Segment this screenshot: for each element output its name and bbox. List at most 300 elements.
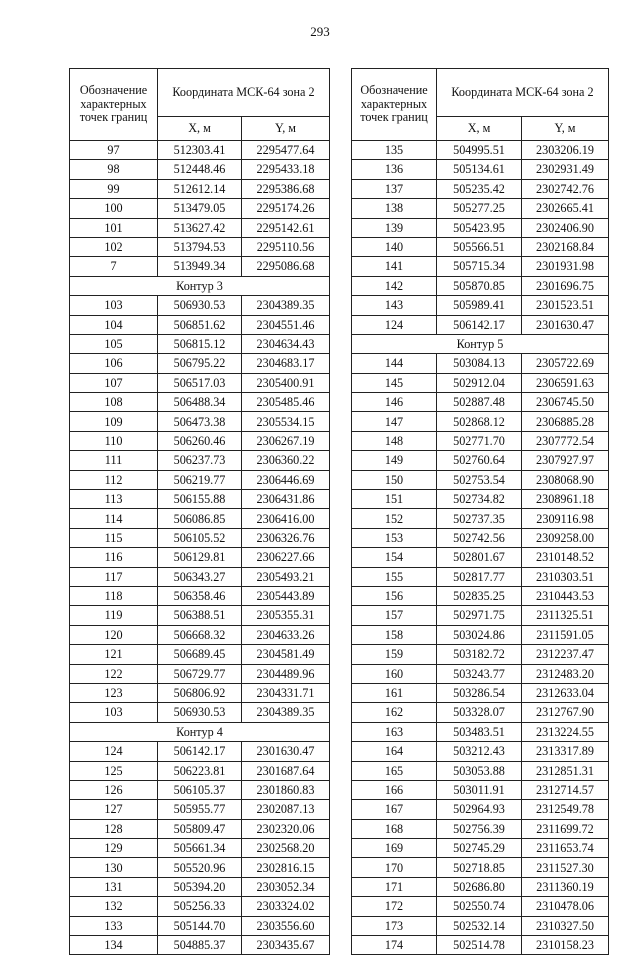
y-coordinate: 2295386.68 [242, 179, 330, 198]
x-coordinate: 506668.32 [158, 625, 242, 644]
y-coordinate: 2311699.72 [522, 819, 609, 838]
contour-row [352, 334, 609, 353]
point-id: 152 [352, 509, 437, 528]
y-coordinate: 2304683.17 [242, 354, 330, 373]
x-coordinate: 502964.93 [437, 800, 522, 819]
point-id: 148 [352, 431, 437, 450]
point-id: 170 [352, 858, 437, 877]
y-coordinate: 2312549.78 [522, 800, 609, 819]
table-row [352, 625, 609, 644]
y-coordinate: 2304489.96 [242, 664, 330, 683]
x-coordinate: 506260.46 [158, 431, 242, 450]
point-id: 108 [70, 393, 158, 412]
point-id: 168 [352, 819, 437, 838]
point-id: 97 [70, 141, 158, 160]
table-row [352, 683, 609, 702]
coordinates-table-left [69, 68, 330, 955]
table-row [70, 548, 330, 567]
table-row [70, 296, 330, 315]
table-row [352, 567, 609, 586]
x-coordinate: 502532.14 [437, 916, 522, 935]
table-row [70, 819, 330, 838]
table-row [70, 606, 330, 625]
x-coordinate: 503084.13 [437, 354, 522, 373]
point-id: 125 [70, 761, 158, 780]
table-row [352, 199, 609, 218]
table-row [352, 664, 609, 683]
x-coordinate: 502514.78 [437, 936, 522, 955]
x-coordinate: 506219.77 [158, 470, 242, 489]
table-row [352, 431, 609, 450]
table-row [352, 412, 609, 431]
x-coordinate: 506806.92 [158, 683, 242, 702]
y-coordinate: 2310327.50 [522, 916, 609, 935]
table-row [70, 645, 330, 664]
y-coordinate: 2301630.47 [522, 315, 609, 334]
y-coordinate: 2311325.51 [522, 606, 609, 625]
table-row [352, 645, 609, 664]
x-coordinate: 505394.20 [158, 877, 242, 896]
x-coordinate: 502742.56 [437, 528, 522, 547]
y-coordinate: 2311360.19 [522, 877, 609, 896]
y-coordinate: 2295477.64 [242, 141, 330, 160]
point-id: 166 [352, 780, 437, 799]
point-id: 169 [352, 839, 437, 858]
table-row [70, 761, 330, 780]
y-coordinate: 2295174.26 [242, 199, 330, 218]
x-coordinate: 502550.74 [437, 897, 522, 916]
x-coordinate: 506086.85 [158, 509, 242, 528]
x-coordinate: 503286.54 [437, 683, 522, 702]
x-coordinate: 503243.77 [437, 664, 522, 683]
table-row [70, 431, 330, 450]
x-coordinate: 502868.12 [437, 412, 522, 431]
point-id: 171 [352, 877, 437, 896]
table-row [70, 800, 330, 819]
header-designation: Обозначение характерных точек границ [70, 69, 158, 141]
y-coordinate: 2305534.15 [242, 412, 330, 431]
table-row [352, 528, 609, 547]
table-row [70, 625, 330, 644]
point-id: 117 [70, 567, 158, 586]
x-coordinate: 502737.35 [437, 509, 522, 528]
point-id: 151 [352, 490, 437, 509]
point-id: 153 [352, 528, 437, 547]
table-row [70, 451, 330, 470]
point-id: 164 [352, 742, 437, 761]
y-coordinate: 2306446.69 [242, 470, 330, 489]
table-row [70, 567, 330, 586]
y-coordinate: 2304389.35 [242, 296, 330, 315]
y-coordinate: 2303052.34 [242, 877, 330, 896]
point-id: 138 [352, 199, 437, 218]
y-coordinate: 2306745.50 [522, 393, 609, 412]
y-coordinate: 2306591.63 [522, 373, 609, 392]
y-coordinate: 2302568.20 [242, 839, 330, 858]
y-coordinate: 2310158.23 [522, 936, 609, 955]
table-row [70, 936, 330, 955]
y-coordinate: 2306360.22 [242, 451, 330, 470]
table-row [352, 819, 609, 838]
x-coordinate: 506930.53 [158, 703, 242, 722]
y-coordinate: 2306267.19 [242, 431, 330, 450]
point-id: 173 [352, 916, 437, 935]
point-id: 119 [70, 606, 158, 625]
x-coordinate: 506689.45 [158, 645, 242, 664]
header-x: X, м [158, 117, 242, 141]
y-coordinate: 2306326.76 [242, 528, 330, 547]
y-coordinate: 2305355.31 [242, 606, 330, 625]
table-row [70, 586, 330, 605]
y-coordinate: 2295110.56 [242, 237, 330, 256]
table-row [352, 703, 609, 722]
table-row [352, 218, 609, 237]
table-row [70, 683, 330, 702]
point-id: 145 [352, 373, 437, 392]
x-coordinate: 502760.64 [437, 451, 522, 470]
table-row [70, 897, 330, 916]
x-coordinate: 506105.37 [158, 780, 242, 799]
y-coordinate: 2301630.47 [242, 742, 330, 761]
point-id: 7 [70, 257, 158, 276]
header-coordinate: Координата МСК-64 зона 2 [158, 69, 330, 117]
point-id: 124 [70, 742, 158, 761]
table-row [70, 839, 330, 858]
y-coordinate: 2302931.49 [522, 160, 609, 179]
x-coordinate: 502912.04 [437, 373, 522, 392]
point-id: 116 [70, 548, 158, 567]
x-coordinate: 506105.52 [158, 528, 242, 547]
table-row [352, 179, 609, 198]
x-coordinate: 506473.38 [158, 412, 242, 431]
point-id: 146 [352, 393, 437, 412]
header-designation: Обозначение характерных точек границ [352, 69, 437, 141]
point-id: 129 [70, 839, 158, 858]
table-row [352, 315, 609, 334]
table-row [352, 141, 609, 160]
point-id: 167 [352, 800, 437, 819]
x-coordinate: 513479.05 [158, 199, 242, 218]
point-id: 112 [70, 470, 158, 489]
y-coordinate: 2311527.30 [522, 858, 609, 877]
x-coordinate: 505989.41 [437, 296, 522, 315]
y-coordinate: 2304389.35 [242, 703, 330, 722]
point-id: 105 [70, 334, 158, 353]
table-row [352, 606, 609, 625]
y-coordinate: 2302406.90 [522, 218, 609, 237]
point-id: 149 [352, 451, 437, 470]
x-coordinate: 502801.67 [437, 548, 522, 567]
y-coordinate: 2312483.20 [522, 664, 609, 683]
table-row [352, 393, 609, 412]
point-id: 154 [352, 548, 437, 567]
table-row [70, 470, 330, 489]
x-coordinate: 506517.03 [158, 373, 242, 392]
point-id: 131 [70, 877, 158, 896]
table-row [352, 800, 609, 819]
x-coordinate: 506142.17 [437, 315, 522, 334]
table-row [70, 373, 330, 392]
x-coordinate: 505134.61 [437, 160, 522, 179]
y-coordinate: 2303556.60 [242, 916, 330, 935]
y-coordinate: 2310478.06 [522, 897, 609, 916]
x-coordinate: 505277.25 [437, 199, 522, 218]
y-coordinate: 2310148.52 [522, 548, 609, 567]
table-row [70, 877, 330, 896]
x-coordinate: 506129.81 [158, 548, 242, 567]
y-coordinate: 2309258.00 [522, 528, 609, 547]
table-body-left [70, 141, 330, 955]
point-id: 123 [70, 683, 158, 702]
x-coordinate: 503011.91 [437, 780, 522, 799]
table-body-right [352, 141, 609, 955]
x-coordinate: 505870.85 [437, 276, 522, 295]
point-id: 155 [352, 567, 437, 586]
table-row [352, 586, 609, 605]
y-coordinate: 2309116.98 [522, 509, 609, 528]
y-coordinate: 2308961.18 [522, 490, 609, 509]
point-id: 132 [70, 897, 158, 916]
y-coordinate: 2304634.43 [242, 334, 330, 353]
x-coordinate: 506851.62 [158, 315, 242, 334]
table-row [352, 490, 609, 509]
contour-row [70, 276, 330, 295]
y-coordinate: 2295433.18 [242, 160, 330, 179]
y-coordinate: 2302168.84 [522, 237, 609, 256]
x-coordinate: 505144.70 [158, 916, 242, 935]
x-coordinate: 505423.95 [437, 218, 522, 237]
x-coordinate: 502887.48 [437, 393, 522, 412]
point-id: 161 [352, 683, 437, 702]
point-id: 134 [70, 936, 158, 955]
point-id: 124 [352, 315, 437, 334]
y-coordinate: 2301931.98 [522, 257, 609, 276]
table-row [352, 877, 609, 896]
y-coordinate: 2305722.69 [522, 354, 609, 373]
table-row [70, 916, 330, 935]
y-coordinate: 2304633.26 [242, 625, 330, 644]
x-coordinate: 512303.41 [158, 141, 242, 160]
y-coordinate: 2304551.46 [242, 315, 330, 334]
table-row [352, 257, 609, 276]
y-coordinate: 2302816.15 [242, 858, 330, 877]
x-coordinate: 506795.22 [158, 354, 242, 373]
x-coordinate: 502745.29 [437, 839, 522, 858]
y-coordinate: 2303206.19 [522, 141, 609, 160]
y-coordinate: 2310303.51 [522, 567, 609, 586]
y-coordinate: 2295142.61 [242, 218, 330, 237]
x-coordinate: 506729.77 [158, 664, 242, 683]
y-coordinate: 2305485.46 [242, 393, 330, 412]
point-id: 159 [352, 645, 437, 664]
x-coordinate: 503182.72 [437, 645, 522, 664]
point-id: 156 [352, 586, 437, 605]
y-coordinate: 2304581.49 [242, 645, 330, 664]
point-id: 100 [70, 199, 158, 218]
y-coordinate: 2313224.55 [522, 722, 609, 741]
table-row [70, 780, 330, 799]
point-id: 141 [352, 257, 437, 276]
y-coordinate: 2301687.64 [242, 761, 330, 780]
y-coordinate: 2302742.76 [522, 179, 609, 198]
x-coordinate: 502686.80 [437, 877, 522, 896]
point-id: 142 [352, 276, 437, 295]
y-coordinate: 2304331.71 [242, 683, 330, 702]
point-id: 121 [70, 645, 158, 664]
y-coordinate: 2306885.28 [522, 412, 609, 431]
x-coordinate: 506223.81 [158, 761, 242, 780]
table-row [352, 470, 609, 489]
x-coordinate: 513794.53 [158, 237, 242, 256]
point-id: 109 [70, 412, 158, 431]
x-coordinate: 512612.14 [158, 179, 242, 198]
coordinates-table-right [351, 68, 609, 955]
y-coordinate: 2305443.89 [242, 586, 330, 605]
x-coordinate: 504995.51 [437, 141, 522, 160]
point-id: 103 [70, 703, 158, 722]
table-row [70, 237, 330, 256]
point-id: 172 [352, 897, 437, 916]
contour-label: Контур 4 [70, 722, 330, 741]
point-id: 136 [352, 160, 437, 179]
point-id: 133 [70, 916, 158, 935]
y-coordinate: 2310443.53 [522, 586, 609, 605]
x-coordinate: 505520.96 [158, 858, 242, 877]
y-coordinate: 2295086.68 [242, 257, 330, 276]
y-coordinate: 2313317.89 [522, 742, 609, 761]
table-row [352, 160, 609, 179]
x-coordinate: 513627.42 [158, 218, 242, 237]
x-coordinate: 506155.88 [158, 490, 242, 509]
page-number: 293 [310, 24, 330, 39]
x-coordinate: 506388.51 [158, 606, 242, 625]
y-coordinate: 2312633.04 [522, 683, 609, 702]
point-id: 114 [70, 509, 158, 528]
x-coordinate: 506237.73 [158, 451, 242, 470]
y-coordinate: 2312237.47 [522, 645, 609, 664]
table-row [70, 412, 330, 431]
y-coordinate: 2302665.41 [522, 199, 609, 218]
contour-label: Контур 3 [70, 276, 330, 295]
y-coordinate: 2312767.90 [522, 703, 609, 722]
point-id: 157 [352, 606, 437, 625]
x-coordinate: 506358.46 [158, 586, 242, 605]
table-row [70, 160, 330, 179]
y-coordinate: 2306416.00 [242, 509, 330, 528]
y-coordinate: 2311591.05 [522, 625, 609, 644]
point-id: 99 [70, 179, 158, 198]
x-coordinate: 502771.70 [437, 431, 522, 450]
x-coordinate: 502756.39 [437, 819, 522, 838]
table-row [352, 276, 609, 295]
point-id: 120 [70, 625, 158, 644]
x-coordinate: 505715.34 [437, 257, 522, 276]
table-row [70, 257, 330, 276]
table-row [352, 858, 609, 877]
table-row [70, 742, 330, 761]
x-coordinate: 513949.34 [158, 257, 242, 276]
point-id: 111 [70, 451, 158, 470]
x-coordinate: 505256.33 [158, 897, 242, 916]
point-id: 162 [352, 703, 437, 722]
y-coordinate: 2302320.06 [242, 819, 330, 838]
point-id: 137 [352, 179, 437, 198]
table-row [70, 509, 330, 528]
x-coordinate: 503212.43 [437, 742, 522, 761]
y-coordinate: 2303435.67 [242, 936, 330, 955]
x-coordinate: 504885.37 [158, 936, 242, 955]
point-id: 140 [352, 237, 437, 256]
point-id: 107 [70, 373, 158, 392]
table-row [70, 490, 330, 509]
point-id: 150 [352, 470, 437, 489]
x-coordinate: 506930.53 [158, 296, 242, 315]
y-coordinate: 2311653.74 [522, 839, 609, 858]
y-coordinate: 2307772.54 [522, 431, 609, 450]
x-coordinate: 502817.77 [437, 567, 522, 586]
y-coordinate: 2307927.97 [522, 451, 609, 470]
header-x: X, м [437, 117, 522, 141]
point-id: 158 [352, 625, 437, 644]
table-row [352, 761, 609, 780]
y-coordinate: 2302087.13 [242, 800, 330, 819]
table-row [352, 451, 609, 470]
point-id: 130 [70, 858, 158, 877]
table-row [352, 897, 609, 916]
x-coordinate: 503053.88 [437, 761, 522, 780]
point-id: 98 [70, 160, 158, 179]
point-id: 122 [70, 664, 158, 683]
table-row [70, 703, 330, 722]
point-id: 126 [70, 780, 158, 799]
table-row [352, 780, 609, 799]
point-id: 128 [70, 819, 158, 838]
x-coordinate: 506343.27 [158, 567, 242, 586]
table-row [352, 548, 609, 567]
header-y: Y, м [522, 117, 609, 141]
x-coordinate: 505566.51 [437, 237, 522, 256]
y-coordinate: 2305400.91 [242, 373, 330, 392]
y-coordinate: 2308068.90 [522, 470, 609, 489]
x-coordinate: 502971.75 [437, 606, 522, 625]
x-coordinate: 502835.25 [437, 586, 522, 605]
point-id: 174 [352, 936, 437, 955]
x-coordinate: 505809.47 [158, 819, 242, 838]
table-row [352, 742, 609, 761]
x-coordinate: 505661.34 [158, 839, 242, 858]
y-coordinate: 2312714.57 [522, 780, 609, 799]
point-id: 160 [352, 664, 437, 683]
header-coordinate: Координата МСК-64 зона 2 [437, 69, 609, 117]
point-id: 144 [352, 354, 437, 373]
table-row [70, 858, 330, 877]
point-id: 165 [352, 761, 437, 780]
table-row [70, 179, 330, 198]
y-coordinate: 2303324.02 [242, 897, 330, 916]
table-row [70, 393, 330, 412]
point-id: 147 [352, 412, 437, 431]
point-id: 102 [70, 237, 158, 256]
point-id: 135 [352, 141, 437, 160]
x-coordinate: 502718.85 [437, 858, 522, 877]
table-row [352, 839, 609, 858]
table-row [352, 916, 609, 935]
table-row [70, 315, 330, 334]
x-coordinate: 502734.82 [437, 490, 522, 509]
x-coordinate: 503328.07 [437, 703, 522, 722]
x-coordinate: 506142.17 [158, 742, 242, 761]
x-coordinate: 502753.54 [437, 470, 522, 489]
